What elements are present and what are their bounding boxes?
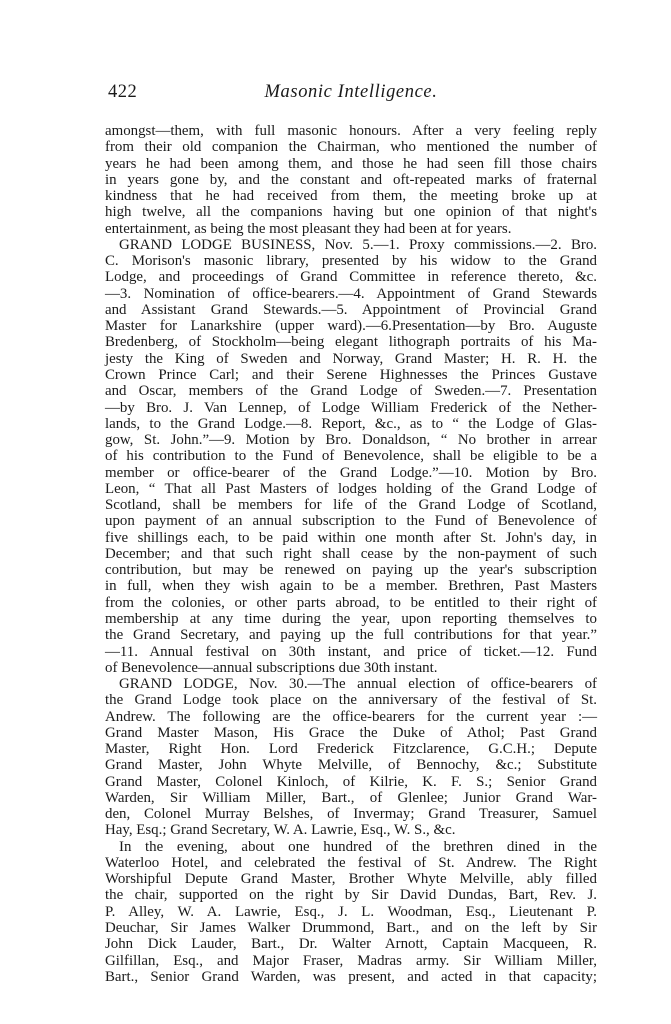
text-line: Leon, “ That all Past Masters of lodges holding of the Grand Lodge of: [105, 480, 597, 497]
text-line: from the colonies, or other parts abroad, to be entitled to their right of: [105, 594, 597, 611]
text-line: Master for Lanarkshire (upper ward).—6.Presentation—by Bro. Auguste: [105, 318, 597, 335]
text-line: John Dick Lauder, Bart., Dr. Walter Arnott, Captain Macqueen, R.: [105, 936, 597, 953]
body-text: [105, 123, 597, 985]
text-line: Grand Master, John Whyte Melville, of Bennochy, &c.; Substitute: [105, 757, 597, 774]
text-line: of his contribution to the Fund of Benevolence, shall be eligible to be a: [105, 448, 597, 465]
running-title: Masonic Intelligence.: [264, 82, 438, 102]
text-line: Master, Right Hon. Lord Frederick Fitzclarence, G.C.H.; Depute: [105, 741, 597, 758]
text-line: In the evening, about one hundred of the brethren dined in the: [119, 838, 597, 855]
text-line: P. Alley, W. A. Lawrie, Esq., J. L. Woodman, Esq., Lieutenant P.: [105, 903, 597, 920]
text-line: gow, St. John.”—9. Motion by Bro. Donaldson, “ No brother in arrear: [105, 432, 597, 449]
text-line: high twelve, all the companions having but one opinion of that night's: [105, 204, 597, 221]
text-line: Deuchar, Sir James Walker Drummond, Bart., and on the left by Sir: [105, 920, 597, 937]
text-line: Andrew. The following are the office-bearers for the current year :—: [105, 708, 597, 725]
text-line: —3. Nomination of office-bearers.—4. Appointment of Grand Stewards: [105, 285, 597, 302]
text-line: den, Colonel Murray Belshes, of Invermay; Grand Treasurer, Samuel: [105, 806, 597, 823]
text-line: GRAND LODGE BUSINESS, Nov. 5.—1. Proxy commissions.—2. Bro.: [119, 236, 597, 253]
text-line: jesty the King of Sweden and Norway, Grand Master; H. R. H. the: [105, 350, 597, 367]
text-line: Gilfillan, Esq., and Major Fraser, Madras army. Sir William Miller,: [105, 952, 597, 969]
text-line: Grand Master, Colonel Kinloch, of Kilrie, K. F. S.; Senior Grand: [105, 773, 597, 790]
text-line: and Assistant Grand Stewards.—5. Appointment of Provincial Grand: [105, 301, 597, 318]
text-line: Crown Prince Carl; and their Serene Highnesses the Princes Gustave: [105, 366, 597, 383]
text-line: Bredenberg, of Stockholm—being elegant lithograph portraits of his Ma-: [105, 334, 597, 351]
book-page: [105, 82, 597, 985]
text-line: Waterloo Hotel, and celebrated the festival of St. Andrew. The Right: [105, 854, 597, 871]
text-line: Worshipful Depute Grand Master, Brother Whyte Melville, ably filled: [105, 871, 597, 888]
text-line: Warden, Sir William Miller, Bart., of Glenlee; Junior Grand War-: [105, 789, 597, 806]
text-line: Lodge, and proceedings of Grand Committee in reference thereto, &c.: [105, 269, 597, 286]
text-line: C. Morison's masonic library, presented by his widow to the Grand: [105, 253, 597, 270]
text-line: Grand Master Mason, His Grace the Duke of Athol; Past Grand: [105, 724, 597, 741]
text-line: GRAND LODGE, Nov. 30.—The annual election of office-bearers of: [119, 676, 597, 693]
text-line: membership at any time during the year, upon reporting themselves to: [105, 610, 597, 627]
text-line: of Benevolence—annual subscriptions due 30th instant.: [105, 659, 438, 676]
text-line: Scotland, shall be members for life of the Grand Lodge of Scotland,: [105, 497, 597, 514]
text-line: Bart., Senior Grand Warden, was present, and acted in that capacity;: [105, 968, 597, 985]
text-line: in full, when they wish again to be a member. Brethren, Past Masters: [105, 578, 597, 595]
text-line: and Oscar, members of the Grand Lodge of Sweden.—7. Presentation: [105, 383, 597, 400]
text-line: December; and that such right shall cease by the non-payment of such: [105, 545, 597, 562]
text-line: lands, to the Grand Lodge.—8. Report, &c., as to “ the Lodge of Glas-: [105, 415, 597, 432]
text-line: kindness that he had received from them, the meeting broke up at: [105, 188, 597, 205]
text-line: member or office-bearer of the Grand Lodge.”—10. Motion by Bro.: [105, 464, 597, 481]
text-line: the Grand Secretary, and paying up the full contributions for that year.”: [105, 627, 597, 644]
text-line: —11. Annual festival on 30th instant, and price of ticket.—12. Fund: [105, 643, 597, 660]
text-line: amongst—them, with full masonic honours. After a very feeling reply: [105, 123, 597, 139]
text-line: the chair, supported on the right by Sir David Dundas, Bart, Rev. J.: [105, 887, 597, 904]
text-line: five shillings each, to be paid within one month after St. John's day, in: [105, 529, 597, 546]
text-line: entertainment, as being the most pleasant they had been at for years.: [105, 220, 512, 237]
text-line: Hay, Esq.; Grand Secretary, W. A. Lawrie, Esq., W. S., &c.: [105, 822, 456, 839]
text-line: from their old companion the Chairman, who mentioned the number of: [105, 139, 597, 156]
text-line: upon payment of an annual subscription to the Fund of Benevolence of: [105, 513, 597, 530]
text-line: contribution, but may be renewed on paying up the year's subscription: [105, 562, 597, 579]
text-line: —by Bro. J. Van Lennep, of Lodge William Frederick of the Nether-: [105, 399, 597, 416]
text-line: years he had been among them, and those he had seen fill those chairs: [105, 155, 597, 172]
page-number: 422: [108, 82, 138, 102]
page-header: [105, 82, 597, 108]
text-line: the Grand Lodge took place on the anniversary of the festival of St.: [105, 692, 597, 709]
text-line: in years gone by, and the constant and oft-repeated marks of fraternal: [105, 171, 597, 188]
